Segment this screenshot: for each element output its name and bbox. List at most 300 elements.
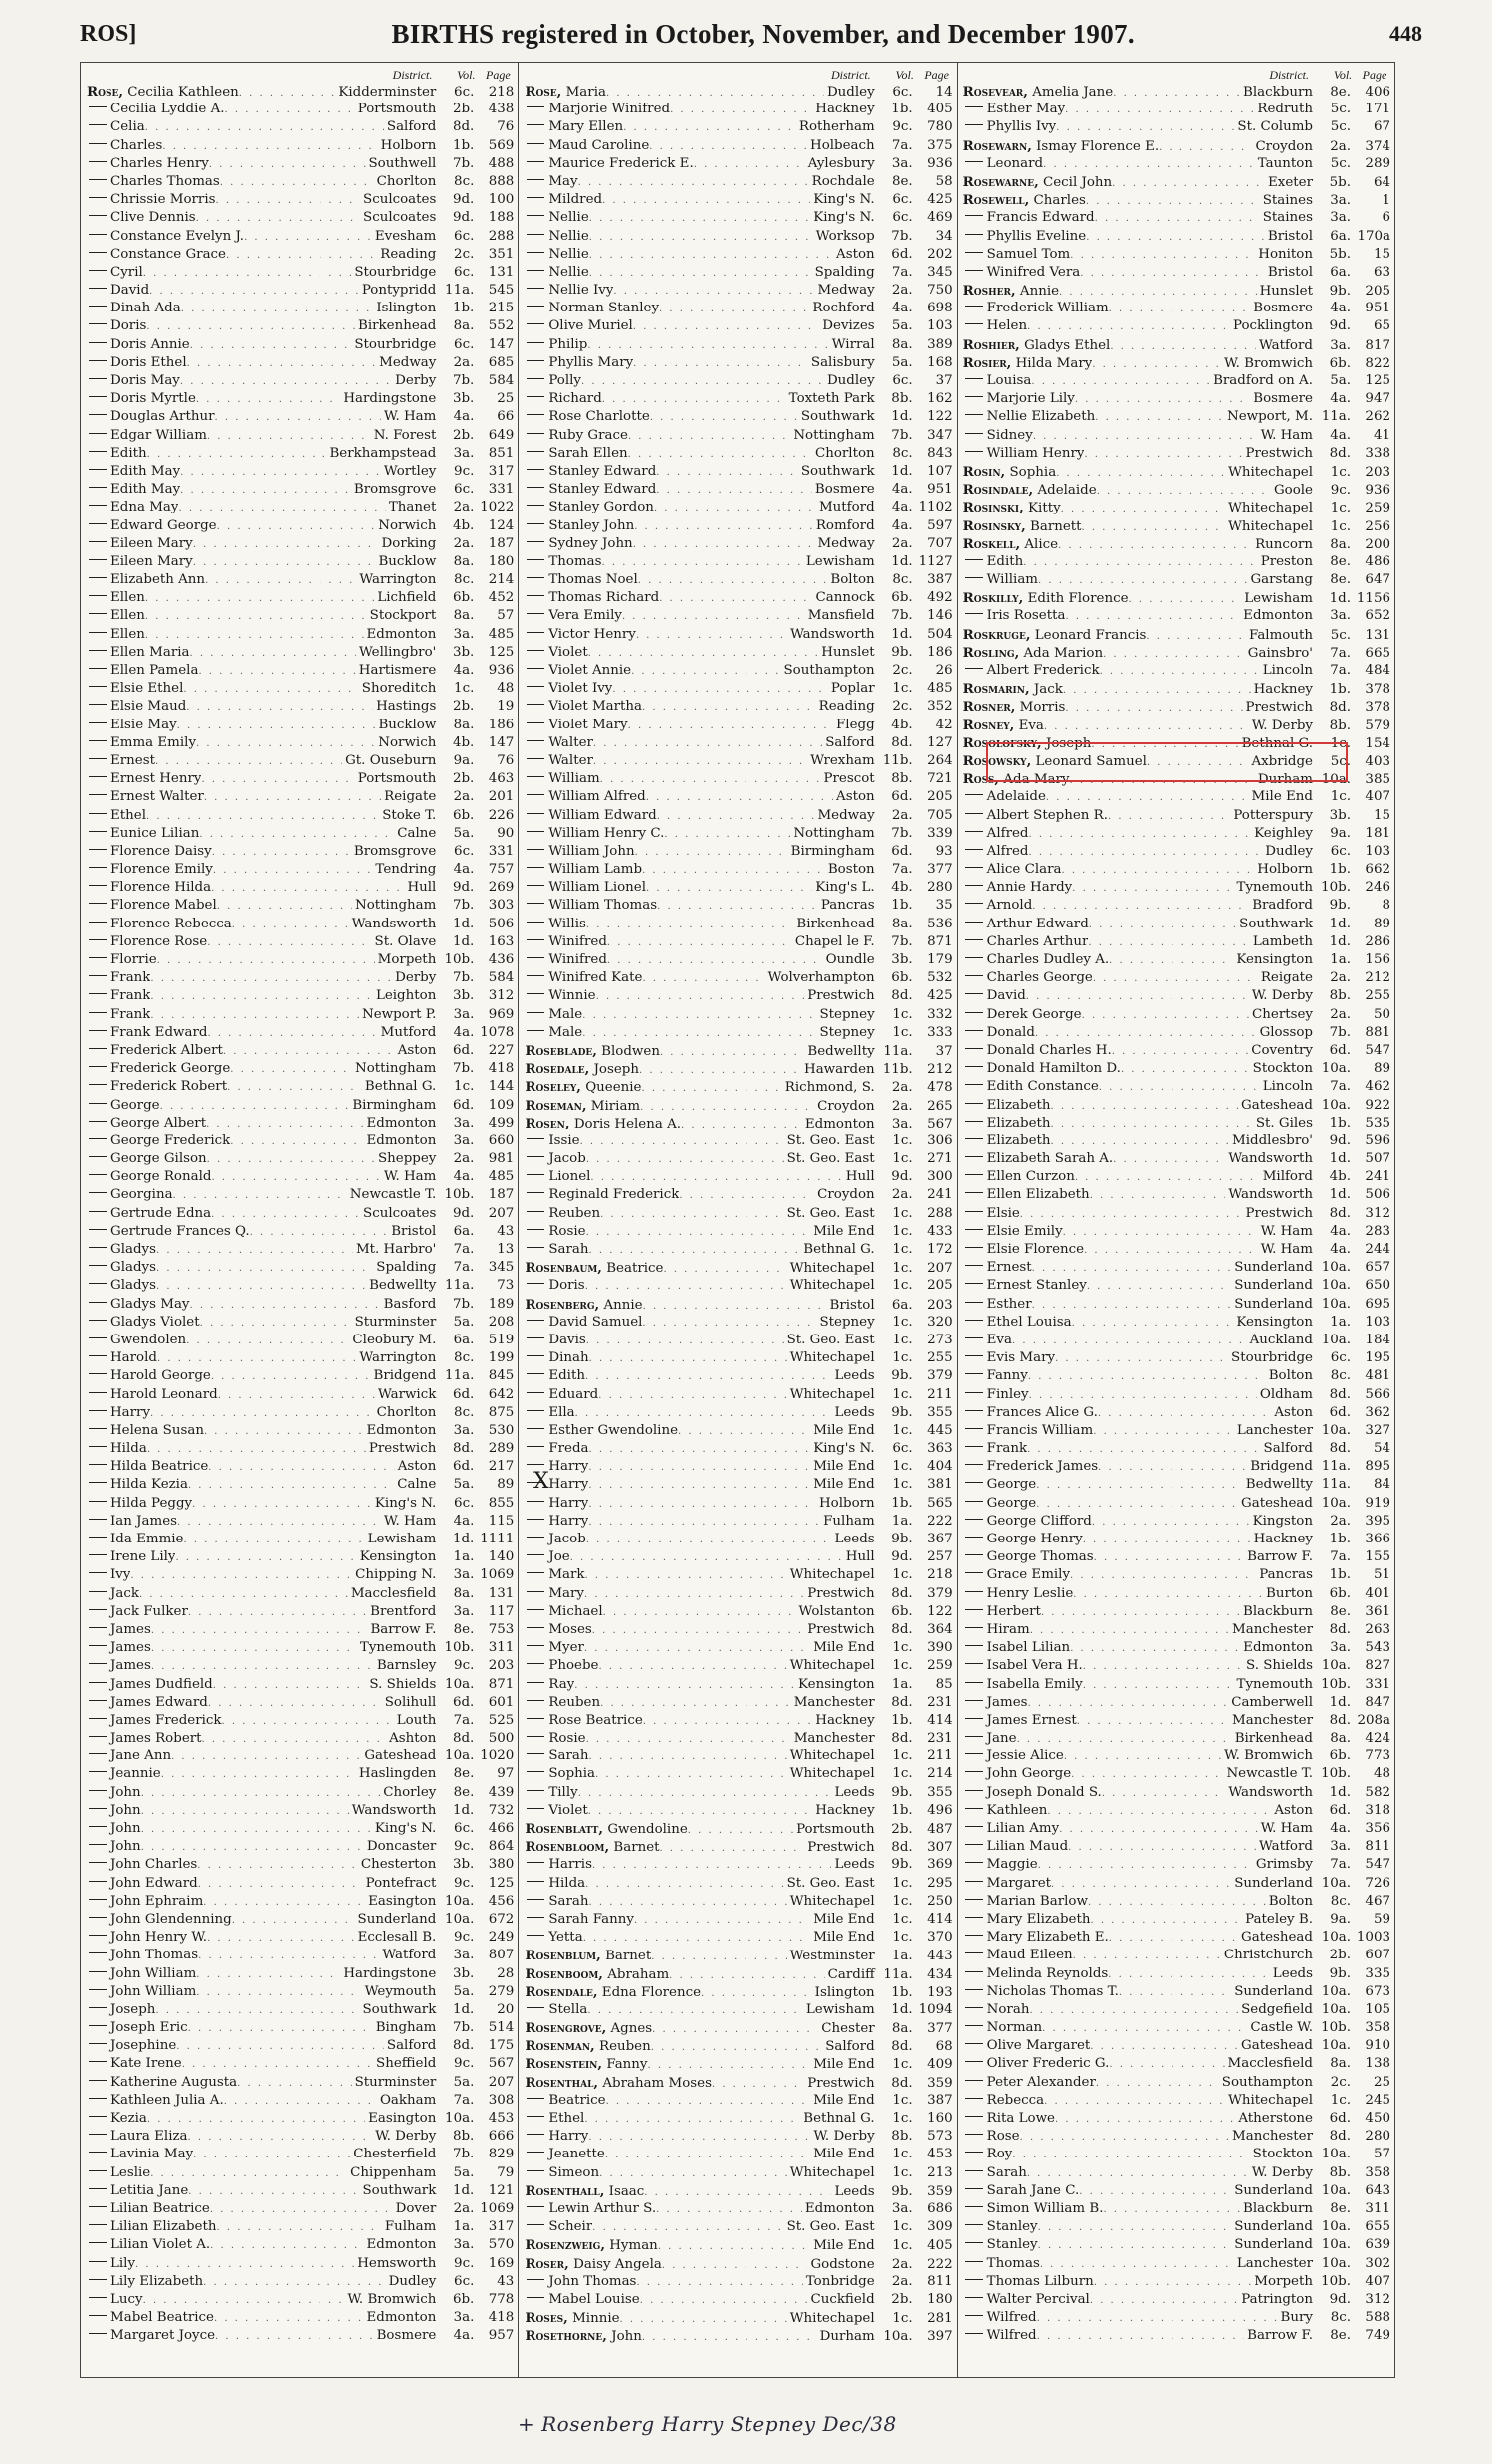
ditto-dash xyxy=(527,2116,544,2117)
entry-forenames: Walter Percival xyxy=(986,2291,1090,2307)
entry-forenames: Florence Hilda xyxy=(110,880,212,896)
ditto-dash xyxy=(965,1156,983,1157)
entry-page: 264 xyxy=(927,752,953,768)
entry-page: 207 xyxy=(488,2074,515,2090)
entry-volume: 3a. xyxy=(891,155,913,171)
leader-dots xyxy=(585,1368,832,1386)
entry-page: 780 xyxy=(927,119,953,135)
entry-volume: 10a. xyxy=(1321,1983,1351,1999)
entry-name xyxy=(87,553,193,571)
ditto-dash xyxy=(965,1609,983,1610)
ditto-dash xyxy=(89,1790,107,1791)
entry-name xyxy=(525,83,606,102)
entry-forenames: Ernest Henry xyxy=(110,771,202,787)
entry-name xyxy=(963,1712,1077,1730)
entry-forenames: Fanny xyxy=(986,1368,1028,1384)
entry-volume: 7b. xyxy=(891,825,913,841)
index-entry xyxy=(87,1440,514,1458)
entry-page: 660 xyxy=(488,1132,515,1148)
leader-dots xyxy=(1108,808,1230,826)
entry-name xyxy=(87,535,193,553)
entry-name xyxy=(87,1422,204,1440)
entry-volume: 7b. xyxy=(891,933,913,949)
entry-forenames: Adelaide xyxy=(1037,483,1097,499)
index-entry xyxy=(963,1983,1390,2001)
entry-page: 666 xyxy=(488,2129,515,2145)
entry-district: Whitechapel xyxy=(1228,518,1313,534)
entry-name xyxy=(963,1404,1098,1422)
index-entry xyxy=(963,2055,1390,2073)
entry-volume: 5c. xyxy=(1330,155,1351,171)
index-entry xyxy=(963,336,1390,354)
entry-forenames: Nellie xyxy=(548,246,589,262)
entry-name xyxy=(525,1893,588,1911)
leader-dots xyxy=(175,1549,356,1567)
leader-dots xyxy=(1043,156,1255,174)
entry-name xyxy=(525,463,656,481)
entry-volume: 7a. xyxy=(1330,1079,1351,1095)
entry-forenames: Nellie xyxy=(548,264,589,280)
entry-page: 154 xyxy=(1365,735,1390,751)
entry-page: 256 xyxy=(1365,518,1390,534)
entry-volume: 6b. xyxy=(452,590,475,606)
leader-dots xyxy=(664,826,790,844)
ditto-dash xyxy=(527,922,544,923)
ditto-dash xyxy=(965,1718,983,1719)
entry-volume: 1c. xyxy=(892,2057,913,2073)
leader-dots xyxy=(1088,934,1250,952)
entry-forenames: Doris Myrtle xyxy=(110,391,196,407)
entry-name xyxy=(525,2092,605,2110)
entry-forenames: Yetta xyxy=(548,1930,583,1946)
entry-district: Wellingbro' xyxy=(358,644,437,660)
leader-dots xyxy=(196,1966,340,1984)
entry-volume: 4a. xyxy=(1330,1223,1351,1239)
entry-forenames: Frederick James xyxy=(986,1459,1099,1475)
entry-page: 58 xyxy=(935,173,953,189)
index-entry xyxy=(525,173,952,191)
leader-dots xyxy=(147,1441,366,1459)
entry-page: 34 xyxy=(935,228,953,244)
entry-forenames: Josephine xyxy=(110,2038,177,2054)
entry-district: Croydon xyxy=(817,1187,875,1203)
entry-page: 514 xyxy=(488,2020,515,2036)
entry-page: 215 xyxy=(488,301,515,316)
leader-dots xyxy=(182,2056,373,2074)
entry-name xyxy=(525,1730,585,1747)
entry-page: 281 xyxy=(927,2311,953,2327)
entry-page: 390 xyxy=(927,1640,953,1656)
entry-page: 466 xyxy=(488,1821,515,1836)
entry-page: 1003 xyxy=(1356,1930,1390,1946)
entry-volume: 8e. xyxy=(1330,553,1351,569)
entry-volume: 7b. xyxy=(452,2020,475,2036)
entry-forenames: Louisa xyxy=(986,373,1032,388)
entry-district: Salisbury xyxy=(810,354,875,370)
entry-volume: 2a. xyxy=(1330,970,1351,986)
entry-page: 543 xyxy=(1365,1640,1390,1656)
entry-page: 370 xyxy=(927,1930,953,1946)
ditto-dash xyxy=(527,993,544,994)
entry-forenames: Henry Leslie xyxy=(986,1585,1074,1601)
leader-dots xyxy=(642,1080,782,1098)
ditto-dash xyxy=(527,2170,544,2171)
leader-dots xyxy=(586,917,794,934)
index-entry xyxy=(87,1367,514,1385)
index-entry xyxy=(87,2309,514,2327)
entry-volume: 7b. xyxy=(452,970,475,986)
ditto-dash xyxy=(89,1862,107,1863)
entry-name xyxy=(525,589,659,607)
leader-dots xyxy=(1083,1532,1251,1549)
ditto-dash xyxy=(965,1392,983,1393)
entry-page: 545 xyxy=(488,283,515,299)
entry-name xyxy=(963,1042,1112,1060)
entry-surname: Rosowsky, xyxy=(962,752,1032,769)
ditto-dash xyxy=(89,722,107,723)
entry-forenames: Nellie Ivy xyxy=(548,283,614,299)
index-entry xyxy=(963,1820,1390,1838)
entry-district: Manchester xyxy=(1232,1621,1313,1637)
entry-forenames: Gwendolen xyxy=(110,1332,187,1347)
leader-dots xyxy=(592,1622,804,1640)
entry-name xyxy=(963,680,1063,699)
entry-name xyxy=(525,101,670,118)
entry-volume: 10a. xyxy=(1321,1422,1351,1438)
entry-district: Garstang xyxy=(1250,572,1313,588)
index-entry xyxy=(87,481,514,499)
entry-volume: 8d. xyxy=(1329,1441,1351,1457)
entry-page: 433 xyxy=(927,1223,953,1239)
entry-page: 864 xyxy=(488,1839,515,1855)
page-heading: Page xyxy=(1362,68,1387,82)
leader-dots xyxy=(1077,1713,1229,1731)
entry-page: 565 xyxy=(927,1495,953,1511)
entry-name xyxy=(963,1856,1038,1874)
leader-dots xyxy=(171,1748,361,1766)
leader-dots xyxy=(220,174,374,192)
entry-volume: 6d. xyxy=(452,1386,475,1402)
entry-forenames: Barnet xyxy=(605,1949,652,1964)
entry-forenames: Kathleen Julia A. xyxy=(110,2092,224,2108)
index-entry xyxy=(963,1566,1390,1584)
entry-page: 300 xyxy=(927,1169,953,1185)
entry-volume: 10a. xyxy=(445,2111,475,2126)
entry-page: 359 xyxy=(927,2075,953,2091)
entry-district: Mutford xyxy=(380,1024,437,1040)
ditto-dash xyxy=(965,2279,983,2280)
index-entry xyxy=(525,246,952,264)
entry-forenames: Doris xyxy=(548,1278,585,1294)
leader-dots xyxy=(147,446,327,464)
entry-forenames: Joseph xyxy=(593,1062,639,1078)
leader-dots xyxy=(656,464,798,482)
leader-dots xyxy=(187,355,377,373)
entry-volume: 4a. xyxy=(453,862,475,878)
entry-page: 1069 xyxy=(480,2200,515,2216)
index-entry xyxy=(87,1150,514,1168)
entry-name xyxy=(525,408,649,426)
entry-page: 686 xyxy=(927,2200,953,2216)
entry-district: W. Ham xyxy=(1260,1223,1313,1239)
entry-name xyxy=(963,969,1093,987)
entry-name xyxy=(525,1168,590,1186)
entry-page: 203 xyxy=(488,1658,515,1674)
ditto-dash xyxy=(89,1103,107,1104)
entry-volume: 1d. xyxy=(1329,1784,1351,1800)
entry-forenames: Ernest xyxy=(110,752,155,768)
entry-page: 485 xyxy=(488,626,515,642)
entry-volume: 3b. xyxy=(452,1965,475,1981)
entry-volume: 1c. xyxy=(892,2092,913,2108)
leader-dots xyxy=(583,1930,811,1948)
entry-volume: 8c. xyxy=(454,1404,475,1420)
entry-volume: 1d. xyxy=(452,2001,475,2017)
entry-district: Patrington xyxy=(1241,2291,1313,2307)
entry-volume: 1c. xyxy=(1330,789,1351,805)
entry-district: S. Shields xyxy=(369,1676,437,1692)
entry-district: Bromsgrove xyxy=(353,843,437,859)
entry-volume: 9b. xyxy=(891,2183,913,2199)
leader-dots xyxy=(203,2274,385,2292)
entry-name xyxy=(87,1476,188,1494)
entry-page: 453 xyxy=(927,2147,953,2162)
entry-name xyxy=(87,626,145,644)
entry-volume: 7b. xyxy=(452,155,475,171)
entry-page: 407 xyxy=(1365,2273,1390,2289)
entry-page: 64 xyxy=(1373,174,1390,190)
entry-volume: 6c. xyxy=(892,85,913,100)
vol-heading: Vol. xyxy=(895,68,914,82)
leader-dots xyxy=(200,1315,352,1333)
entry-district: Whitechapel xyxy=(1228,464,1313,480)
ditto-dash xyxy=(89,451,107,452)
entry-page: 67 xyxy=(1373,119,1390,135)
entry-name xyxy=(87,1784,141,1802)
entry-forenames: Chrissie Morris xyxy=(110,192,216,208)
ditto-dash xyxy=(527,1392,544,1393)
leader-dots xyxy=(1058,537,1252,555)
entry-page: 20 xyxy=(497,2001,515,2017)
entry-name xyxy=(87,1223,250,1241)
entry-forenames: Arthur Edward xyxy=(986,916,1089,931)
index-entry xyxy=(525,317,952,335)
ditto-dash xyxy=(527,1537,544,1538)
entry-district: Sheppey xyxy=(377,1151,437,1167)
index-entry xyxy=(963,101,1390,118)
entry-page: 37 xyxy=(935,1043,953,1059)
entry-name xyxy=(87,734,196,752)
leader-dots xyxy=(670,102,812,119)
entry-district: Sunderland xyxy=(1234,2219,1313,2235)
entry-volume: 1d. xyxy=(891,2001,913,2017)
entry-forenames: Ellen xyxy=(110,590,145,606)
index-entry xyxy=(525,1513,952,1531)
entry-district: Birmingham xyxy=(790,843,875,859)
leader-dots xyxy=(1082,519,1226,537)
entry-district: Lewisham xyxy=(367,1532,437,1546)
leader-dots xyxy=(1030,1622,1229,1640)
leader-dots xyxy=(193,2147,350,2164)
entry-page: 347 xyxy=(927,427,953,443)
entry-name xyxy=(525,246,588,264)
entry-page: 910 xyxy=(1365,2038,1390,2054)
index-entry xyxy=(87,1513,514,1531)
ditto-dash xyxy=(89,2061,107,2062)
entry-volume: 6c. xyxy=(454,228,475,244)
entry-page: 936 xyxy=(1365,483,1390,499)
index-entry xyxy=(87,1006,514,1024)
entry-district: Cuckfield xyxy=(810,2291,875,2307)
leader-dots xyxy=(1103,2201,1240,2219)
leader-dots xyxy=(1046,789,1249,807)
leader-dots xyxy=(588,2129,810,2147)
ditto-dash xyxy=(527,1012,544,1013)
ditto-dash xyxy=(89,1482,107,1483)
entry-name xyxy=(963,2055,1110,2073)
ditto-dash xyxy=(89,993,107,994)
ditto-dash xyxy=(965,1917,983,1918)
entry-page: 124 xyxy=(488,517,515,533)
index-entry xyxy=(87,1223,514,1241)
entry-name xyxy=(87,2236,210,2254)
leader-dots xyxy=(216,2219,381,2237)
entry-volume: 1b. xyxy=(452,301,475,316)
entry-volume: 8d. xyxy=(891,1731,913,1746)
entry-name xyxy=(525,770,599,788)
entry-name xyxy=(87,2291,143,2309)
ditto-dash xyxy=(527,1247,544,1248)
entry-volume: 1c. xyxy=(892,2238,913,2254)
entry-page: 817 xyxy=(1365,337,1390,353)
ditto-dash xyxy=(965,378,983,379)
entry-district: Bethnal G. xyxy=(1241,735,1313,751)
entry-page: 205 xyxy=(927,1278,953,1294)
ditto-dash xyxy=(965,215,983,216)
leader-dots xyxy=(1041,1604,1240,1622)
entry-name xyxy=(963,1223,1063,1241)
ditto-dash xyxy=(527,252,544,253)
entry-volume: 1c. xyxy=(892,1132,913,1148)
ditto-dash xyxy=(527,161,544,162)
entry-volume: 2a. xyxy=(1330,138,1351,154)
entry-page: 50 xyxy=(1373,1006,1390,1022)
ditto-dash xyxy=(89,1084,107,1085)
entry-forenames: Violet xyxy=(548,1802,588,1818)
ditto-dash xyxy=(965,2206,983,2207)
entry-district: Stourbridge xyxy=(354,264,437,280)
leader-dots xyxy=(634,518,813,536)
leader-dots xyxy=(640,2292,808,2310)
entry-surname: Rosindale, xyxy=(962,482,1034,499)
entry-volume: 4a. xyxy=(453,1024,475,1040)
leader-dots xyxy=(635,844,788,862)
entry-name xyxy=(525,987,595,1005)
index-entry xyxy=(525,825,952,843)
leader-dots xyxy=(588,645,819,663)
leader-dots xyxy=(1086,229,1265,247)
ditto-dash xyxy=(527,143,544,144)
entry-forenames: Margaret xyxy=(986,1875,1052,1891)
entry-district: W. Derby xyxy=(813,2129,875,2145)
entry-forenames: Doris Ethel xyxy=(110,354,187,370)
index-entry xyxy=(525,2037,952,2055)
entry-page: 309 xyxy=(927,2219,953,2235)
entry-name xyxy=(87,1042,223,1060)
entry-district: Medway xyxy=(817,535,875,551)
entry-page: 726 xyxy=(1365,1875,1390,1891)
leader-dots xyxy=(588,1803,813,1821)
entry-district: Birkenhead xyxy=(358,318,437,334)
entry-volume: 5a. xyxy=(1330,373,1351,388)
entry-page: 362 xyxy=(1365,1404,1390,1420)
index-entry xyxy=(963,445,1390,463)
entry-volume: 5a. xyxy=(453,1314,475,1330)
entry-district: Rochford xyxy=(812,301,875,316)
leader-dots xyxy=(600,1695,791,1713)
entry-volume: 5b. xyxy=(1329,246,1351,262)
entry-forenames: Maud Eileen xyxy=(986,1948,1073,1963)
index-entry xyxy=(87,1566,514,1584)
leader-dots xyxy=(1073,1948,1221,1965)
entry-page: 175 xyxy=(488,2038,515,2054)
entry-page: 218 xyxy=(927,1567,953,1583)
leader-dots xyxy=(636,627,787,645)
index-entry xyxy=(87,1422,514,1440)
entry-page: 487 xyxy=(927,1822,953,1837)
entry-name xyxy=(525,861,642,879)
entry-name xyxy=(87,916,232,933)
entry-volume: 9d. xyxy=(452,192,475,208)
entry-name xyxy=(525,1694,600,1712)
entry-page: 469 xyxy=(927,210,953,226)
entry-district: Toxteth Park xyxy=(788,391,875,407)
entry-district: Hull xyxy=(407,880,437,896)
entry-forenames: David xyxy=(986,988,1026,1004)
index-entry xyxy=(525,1929,952,1947)
entry-page: 377 xyxy=(927,2021,953,2037)
entry-district: Blackburn xyxy=(1243,1603,1313,1619)
leader-dots xyxy=(1059,1821,1257,1839)
ditto-dash xyxy=(527,686,544,687)
entry-name xyxy=(87,1006,150,1024)
index-entry xyxy=(87,517,514,535)
index-entry xyxy=(963,1838,1390,1856)
entry-district: Mile End xyxy=(813,1477,875,1493)
entry-district: St. Geo. East xyxy=(786,1205,875,1221)
entry-district: Louth xyxy=(396,1712,437,1728)
entry-name xyxy=(963,2273,1094,2291)
entry-name xyxy=(525,607,622,625)
ditto-dash xyxy=(527,1519,544,1520)
index-entry xyxy=(87,1856,514,1874)
entry-page: 279 xyxy=(488,1983,515,1999)
ditto-dash xyxy=(527,722,544,723)
entry-page: 871 xyxy=(488,1676,515,1692)
entry-name xyxy=(525,264,588,282)
entry-forenames: Florence Rose xyxy=(110,933,208,949)
entry-district: Kensington xyxy=(798,1676,875,1692)
entry-volume: 10a. xyxy=(445,1893,475,1909)
leader-dots xyxy=(193,536,379,554)
entry-name xyxy=(963,553,1024,571)
leader-dots xyxy=(1090,1187,1226,1205)
leader-dots xyxy=(1044,2093,1225,2111)
ditto-dash xyxy=(965,1247,983,1248)
ditto-dash xyxy=(965,1283,983,1284)
entry-forenames: Barnett xyxy=(1030,518,1082,534)
index-entry xyxy=(87,282,514,300)
